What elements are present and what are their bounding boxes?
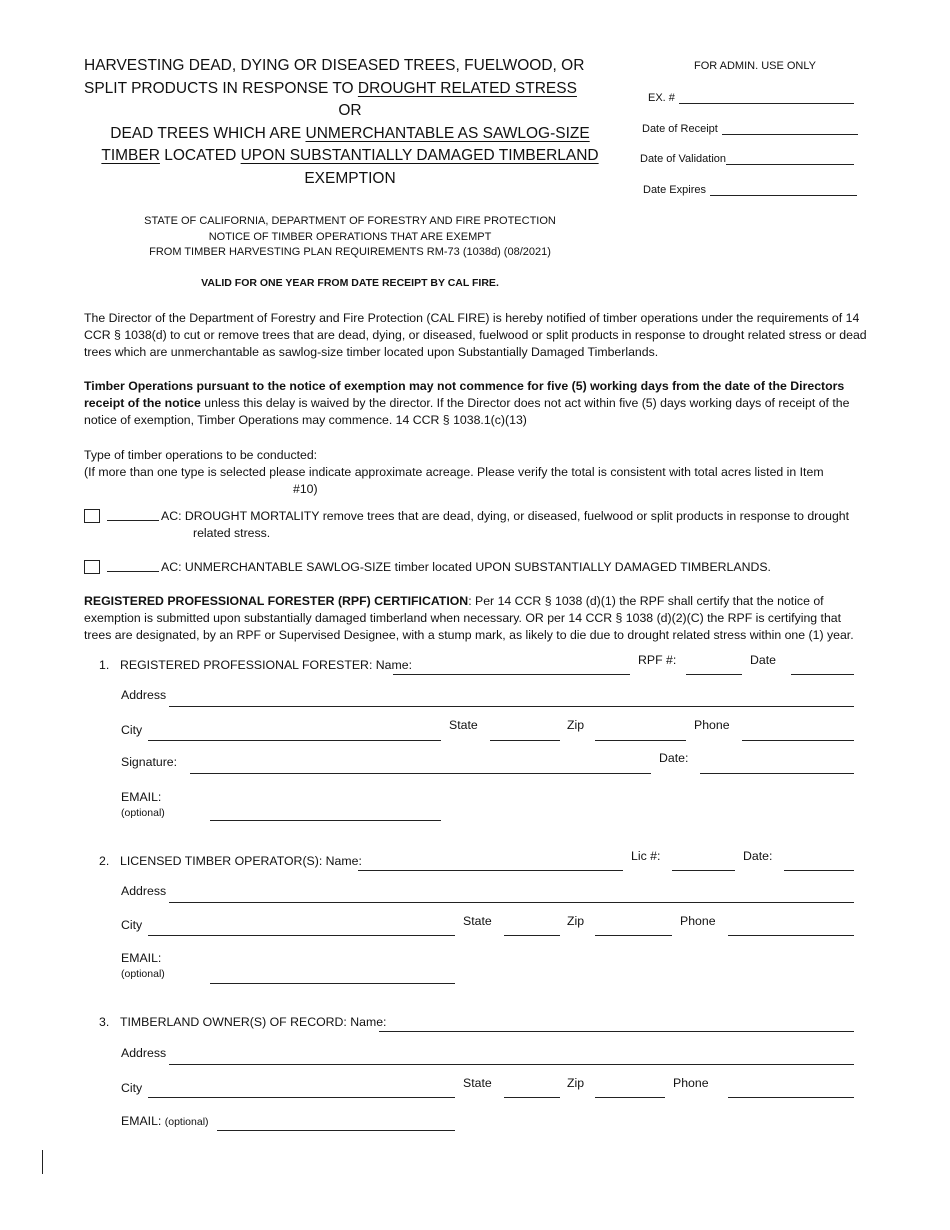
operations-instruction: (If more than one type is selected please indicate approximate acreage. Please verify the total is consistent with total acres listed in Item <box>84 465 824 479</box>
operations-heading: Type of timber operations to be conducted: <box>84 448 318 462</box>
rpf-address-label: Address <box>121 688 167 702</box>
admin-validation-row: Date of Validation <box>640 135 870 166</box>
owner-phone-label: Phone <box>673 1076 709 1090</box>
rpf-signature-field[interactable] <box>190 773 651 774</box>
lto-address-label: Address <box>121 884 167 898</box>
agency-line-3: FROM TIMBER HARVESTING PLAN REQUIREMENTS RM-73 (1038d) (08/2021) <box>149 246 551 258</box>
admin-expires-field[interactable] <box>710 184 857 196</box>
lto-email-label: EMAIL: <box>121 951 162 965</box>
admin-heading: FOR ADMIN. USE ONLY <box>693 60 817 72</box>
rpf-signature-date-label: Date: <box>659 751 689 765</box>
admin-ex-row: EX. # <box>640 84 870 104</box>
title-line-2: SPLIT PRODUCTS IN RESPONSE TO DROUGHT RELATED STRESS <box>84 79 577 97</box>
lto-city-field[interactable] <box>148 935 455 936</box>
owner-state-field[interactable] <box>504 1097 560 1098</box>
lto-phone-label: Phone <box>680 914 716 928</box>
operations-block <box>84 447 868 498</box>
agency-block <box>84 214 616 261</box>
drought-mortality-checkbox[interactable] <box>84 509 100 523</box>
owner-city-field[interactable] <box>148 1097 455 1098</box>
agency-line-1: STATE OF CALIFORNIA, DEPARTMENT OF FORESTRY AND FIRE PROTECTION <box>144 215 556 227</box>
owner-city-label: City <box>121 1081 143 1095</box>
admin-receipt-field[interactable] <box>722 123 858 135</box>
lto-license-field[interactable] <box>672 870 735 871</box>
owner-email-label-group: EMAIL: (optional) <box>121 1114 209 1128</box>
owner-phone-field[interactable] <box>728 1097 854 1098</box>
title-line-5: TIMBER LOCATED UPON SUBSTANTIALLY DAMAGED TIMBERLAND <box>101 147 599 165</box>
owner-zip-label: Zip <box>567 1076 585 1090</box>
notice-paragraph: Timber Operations pursuant to the notice of exemption may not commence for five (5) working days from the date of the Directors receipt of the notice unless this delay is waived by the director. If the Director does not act within five (5) days working days of receipt of the notice of exemption, Timber Operations may commence. 14 CCR § 1038.1(c)(13) <box>84 379 850 427</box>
rpf-city-field[interactable] <box>148 740 441 741</box>
rpf-signature-label: Signature: <box>121 755 178 769</box>
intro-paragraph: The Director of the Department of Forestry and Fire Protection (CAL FIRE) is hereby notified of timber operations under the requirements of 14 CCR § 1038(d) to cut or remove trees that are dead, dying, or diseased, fuelwood or split products in response to drought related stress or dead trees which are unmerchantable as sawlog-size timber located upon Substantially Damaged Timberlands. <box>84 311 867 359</box>
title-line-1: HARVESTING DEAD, DYING OR DISEASED TREES, FUELWOOD, OR <box>84 57 585 74</box>
option1-label: AC: DROUGHT MORTALITY remove trees that are dead, dying, or diseased, fuelwood or split products in response to drought <box>161 509 850 523</box>
rpf-state-field[interactable] <box>490 740 560 741</box>
lto-name-field[interactable] <box>358 870 623 871</box>
rpf-phone-label: Phone <box>694 718 730 732</box>
lto-zip-label: Zip <box>567 914 585 928</box>
lto-email-field[interactable] <box>210 983 455 984</box>
lto-email-optional: (optional) <box>121 968 165 980</box>
page-margin-mark <box>42 1150 43 1174</box>
option1-label-cont: related stress. <box>193 526 271 540</box>
section1-label: REGISTERED PROFESSIONAL FORESTER: Name: <box>120 658 412 672</box>
unmerchantable-acres-field[interactable] <box>107 559 159 572</box>
rpf-address-field[interactable] <box>169 706 854 707</box>
lto-date-label: Date: <box>743 849 773 863</box>
rpf-number-field[interactable] <box>686 674 742 675</box>
owner-name-field[interactable] <box>379 1031 854 1032</box>
rpf-date-field[interactable] <box>791 674 854 675</box>
admin-use-block <box>640 60 870 196</box>
admin-receipt-row: Date of Receipt <box>640 104 870 135</box>
rpf-state-label: State <box>449 718 478 732</box>
rpf-date-label: Date <box>750 653 776 667</box>
section2-number: 2. <box>99 854 110 868</box>
lto-zip-field[interactable] <box>595 935 672 936</box>
admin-validation-field[interactable] <box>726 153 854 165</box>
rpf-signature-date-field[interactable] <box>700 773 854 774</box>
lto-state-field[interactable] <box>504 935 560 936</box>
rpf-number-label: RPF #: <box>638 653 677 667</box>
owner-email-field[interactable] <box>217 1130 455 1131</box>
owner-address-label: Address <box>121 1046 167 1060</box>
unmerchantable-checkbox[interactable] <box>84 560 100 574</box>
option-drought-mortality <box>84 508 868 542</box>
lto-city-label: City <box>121 918 143 932</box>
rpf-zip-field[interactable] <box>595 740 686 741</box>
agency-line-2: NOTICE OF TIMBER OPERATIONS THAT ARE EXEMPT <box>208 230 492 243</box>
valid-notice: VALID FOR ONE YEAR FROM DATE RECEIPT BY CAL FIRE. <box>201 277 499 289</box>
lto-date-field[interactable] <box>784 870 854 871</box>
owner-zip-field[interactable] <box>595 1097 665 1098</box>
owner-address-field[interactable] <box>169 1064 854 1065</box>
rpf-email-field[interactable] <box>210 820 441 821</box>
rpf-phone-field[interactable] <box>742 740 854 741</box>
form-title <box>84 55 616 191</box>
rpf-email-optional: (optional) <box>121 807 165 819</box>
rpf-certification: REGISTERED PROFESSIONAL FORESTER (RPF) CERTIFICATION: Per 14 CCR § 1038 (d)(1) the RPF shall certify that the notice of exemption is submitted upon substantially damaged timberland when necessary. OR per 14 CCR § 1038 (d)(2)(C) the RPF is certifying that trees are designated, by an RPF or Supervised Designee, with a stump mark, as likely to die due to drought related stress within one (1) year. <box>84 594 854 642</box>
admin-ex-field[interactable] <box>679 92 854 104</box>
rpf-email-label: EMAIL: <box>121 790 162 804</box>
rpf-zip-label: Zip <box>567 718 585 732</box>
rpf-name-field[interactable] <box>393 674 630 675</box>
admin-expires-row: Date Expires <box>640 165 870 196</box>
rpf-city-label: City <box>121 723 143 737</box>
owner-email-optional: (optional) <box>164 1116 209 1128</box>
drought-mortality-acres-field[interactable] <box>107 508 159 521</box>
title-line-6: EXEMPTION <box>304 169 396 187</box>
option2-label: AC: UNMERCHANTABLE SAWLOG-SIZE timber located UPON SUBSTANTIALLY DAMAGED TIMBERLANDS. <box>161 560 771 574</box>
lto-license-label: Lic #: <box>631 849 661 863</box>
section2-label: LICENSED TIMBER OPERATOR(S): Name: <box>120 854 362 868</box>
lto-address-field[interactable] <box>169 902 854 903</box>
title-line-4: DEAD TREES WHICH ARE UNMERCHANTABLE AS SAWLOG-SIZE <box>110 124 590 142</box>
option-unmerchantable <box>84 559 868 576</box>
section3-number: 3. <box>99 1015 110 1029</box>
lto-phone-field[interactable] <box>728 935 854 936</box>
owner-state-label: State <box>463 1076 492 1090</box>
lto-state-label: State <box>463 914 492 928</box>
operations-instruction-end: #10) <box>293 482 318 496</box>
section3-label: TIMBERLAND OWNER(S) OF RECORD: Name: <box>120 1015 387 1029</box>
section1-number: 1. <box>99 658 110 672</box>
title-or: OR <box>338 102 362 120</box>
